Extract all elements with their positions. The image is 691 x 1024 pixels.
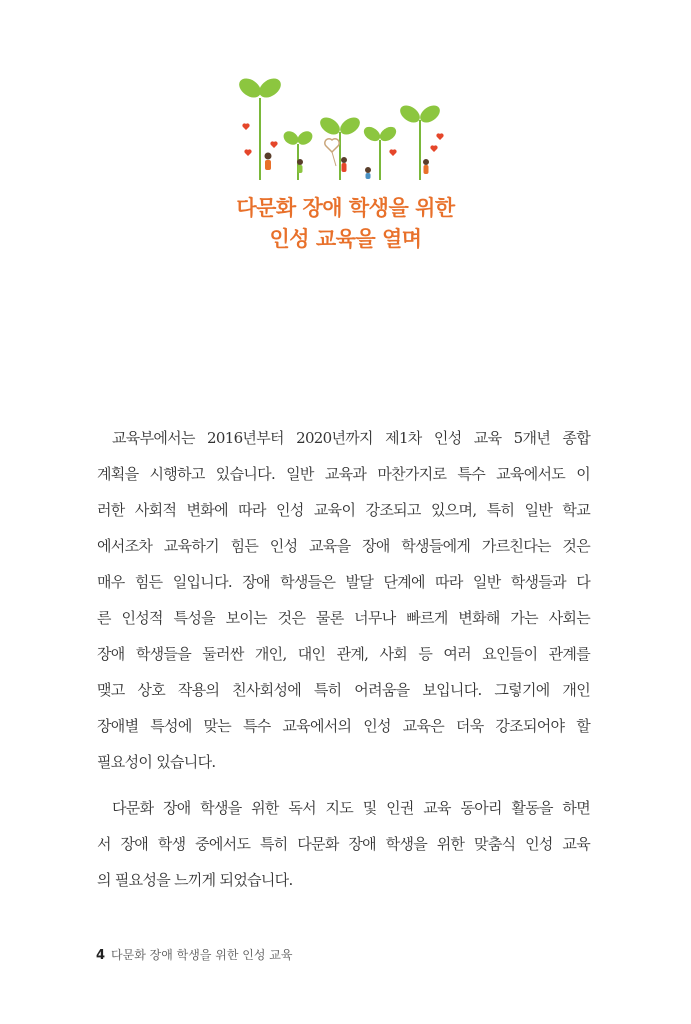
paragraph-line: 매우 힘든 일입니다. 장애 학생들은 발달 단계에 따라 일반 학생들과 다 — [97, 573, 590, 591]
paragraph-line: 다문화 장애 학생을 위한 독서 지도 및 인권 교육 동아리 활동을 하면 — [112, 799, 590, 817]
chapter-title-line-2: 인성 교육을 열며 — [269, 227, 422, 251]
paragraph-line: 맺고 상호 작용의 친사회성에 특히 어려움을 보입니다. 그렇기에 개인 — [97, 681, 590, 699]
paragraph-line: 러한 사회적 변화에 따라 인성 교육이 강조되고 있으며, 특히 일반 학교 — [97, 501, 590, 519]
sprouts-with-children-icon — [228, 70, 460, 190]
paragraph-line: 에서조차 교육하기 힘든 인성 교육을 장애 학생들에게 가르친다는 것은 — [97, 537, 590, 555]
paragraph-line: 교육부에서는 2016년부터 2020년까지 제1차 인성 교육 5개년 종합 — [112, 429, 590, 447]
paragraph-line: 장애 학생들을 둘러싼 개인, 대인 관계, 사회 등 여러 요인들이 관계를 — [97, 645, 590, 663]
chapter-title-line-1: 다문화 장애 학생을 위한 — [236, 196, 455, 220]
body-paragraph-1 — [97, 420, 590, 780]
sprout-5 — [397, 102, 443, 180]
heart-balloon-icon — [325, 139, 339, 166]
body-paragraph-2 — [97, 790, 590, 898]
page-footer — [96, 946, 292, 963]
paragraph-line: 른 인성적 특성을 보이는 것은 물론 너무나 빠르게 변화해 가는 사회는 — [97, 609, 590, 627]
paragraph-line: 계획을 시행하고 있습니다. 일반 교육과 마찬가지로 특수 교육에서도 이 — [97, 465, 590, 483]
page-number: 4 — [96, 948, 106, 963]
sprout-3 — [317, 114, 363, 180]
running-title: 다문화 장애 학생을 위한 인성 교육 — [111, 948, 293, 962]
paragraph-line: 서 장애 학생 중에서도 특히 다문화 장애 학생을 위한 맞춤식 인성 교육 — [97, 835, 590, 853]
paragraph-line: 장애별 특성에 맞는 특수 교육에서의 인성 교육은 더욱 강조되어야 할 — [97, 717, 590, 735]
sprout-1 — [236, 75, 285, 180]
paragraph-line: 의 필요성을 느끼게 되었습니다. — [97, 871, 293, 889]
children-figures — [265, 153, 430, 180]
paragraph-line: 필요성이 있습니다. — [97, 753, 216, 771]
